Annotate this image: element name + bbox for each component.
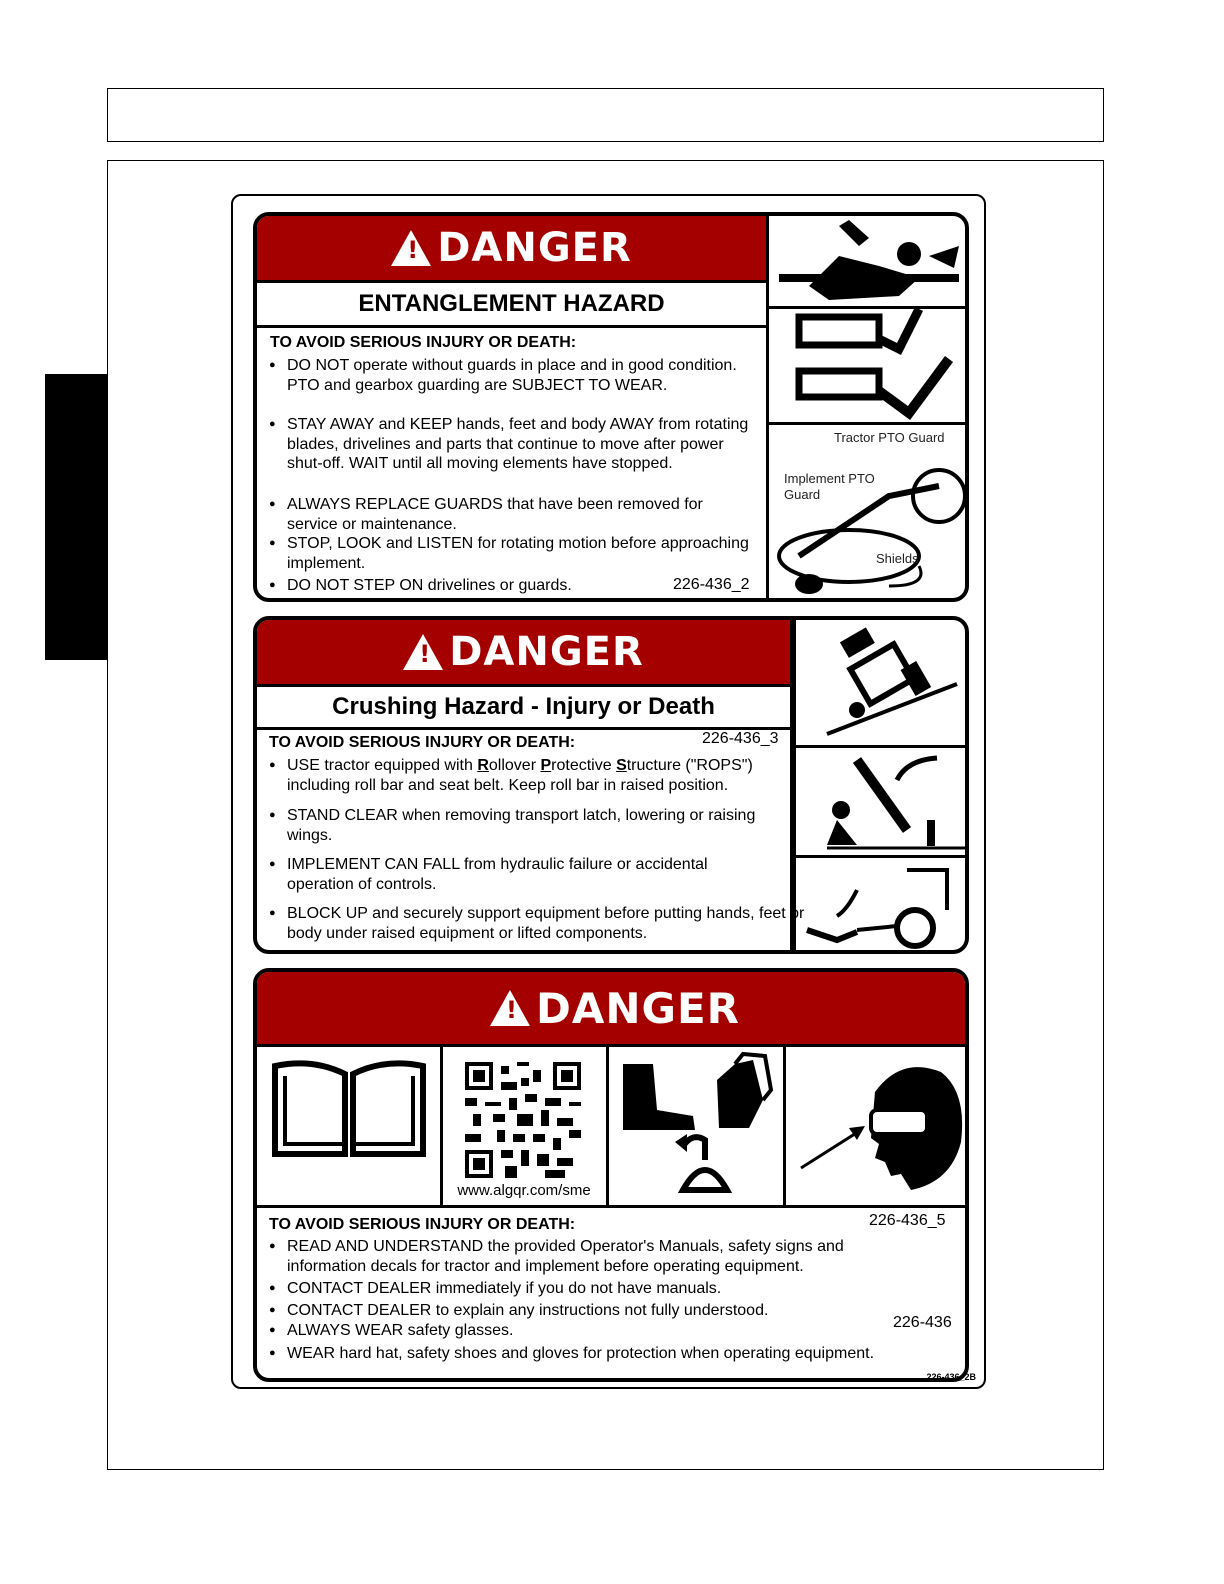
bullet-3: ● IMPLEMENT CAN FALL from hydraulic failure or accidental operation of controls. bbox=[269, 855, 777, 894]
falling-wing-pictogram-icon bbox=[797, 750, 969, 852]
bullet-3: ● CONTACT DEALER to explain any instructions not fully understood. bbox=[269, 1301, 907, 1321]
warning-triangle-icon: ! bbox=[403, 634, 443, 670]
bullet-1: ● READ AND UNDERSTAND the provided Operator's Manuals, safety signs and information decals for tractor and implement before operating equipment. bbox=[269, 1237, 927, 1276]
block-up-pictogram-icon bbox=[797, 860, 969, 954]
danger-header bbox=[257, 972, 969, 1044]
bullet-4: ● BLOCK UP and securely support equipment before putting hands, feet or body under raised equipment or lifted components. bbox=[269, 904, 807, 943]
bullet-4: ● STOP, LOOK and LISTEN for rotating motion before approaching implement. bbox=[269, 534, 757, 573]
label-tractor-guard: Tractor PTO Guard bbox=[834, 430, 945, 445]
footer-code: 226-436_2B bbox=[926, 1372, 976, 1382]
pto-guards-diagram-icon bbox=[769, 426, 969, 602]
decal-code-2: 226-436 bbox=[893, 1314, 952, 1331]
warning-triangle-icon: ! bbox=[391, 230, 431, 266]
page-header-box bbox=[107, 88, 1104, 142]
danger-label: DANGER bbox=[535, 983, 741, 1033]
boots-gloves-hardhat-icon bbox=[613, 1050, 779, 1202]
bullet-4: ● ALWAYS WEAR safety glasses. bbox=[269, 1321, 847, 1341]
qr-url: www.algqr.com/sme bbox=[457, 1182, 591, 1199]
decal-code: 226-436_5 bbox=[869, 1212, 946, 1229]
entanglement-pictogram-icon bbox=[769, 216, 969, 306]
danger-header bbox=[257, 216, 766, 280]
bullet-5: ● DO NOT STEP ON drivelines or guards. bbox=[269, 576, 657, 596]
avoid-heading: TO AVOID SERIOUS INJURY OR DEATH: bbox=[269, 1216, 576, 1233]
bullet-5: ● WEAR hard hat, safety shoes and gloves for protection when operating equipment. bbox=[269, 1344, 969, 1364]
warning-triangle-icon: ! bbox=[490, 990, 530, 1026]
avoid-heading: TO AVOID SERIOUS INJURY OR DEATH: bbox=[269, 734, 576, 751]
bullet-2: ● CONTACT DEALER immediately if you do not have manuals. bbox=[269, 1279, 907, 1299]
entanglement-panel bbox=[253, 212, 969, 602]
hazard-title: Crushing Hazard - Injury or Death bbox=[257, 684, 790, 730]
avoid-heading: TO AVOID SERIOUS INJURY OR DEATH: bbox=[270, 334, 577, 351]
bullet-2: ● STAY AWAY and KEEP hands, feet and body AWAY from rotating blades, drivelines and parts that continue to move after power shut-off. WAIT until all moving elements have stopped. bbox=[269, 415, 757, 474]
bullet-2: ● STAND CLEAR when removing transport latch, lowering or raising wings. bbox=[269, 806, 777, 845]
bullet-1: ● USE tractor equipped with Rollover Protective Structure ("ROPS") including roll bar and seat belt. Keep roll bar in raised position. bbox=[269, 756, 807, 795]
general-safety-panel bbox=[253, 968, 969, 1382]
guard-check-icon bbox=[769, 309, 969, 421]
danger-header bbox=[257, 620, 790, 684]
safety-decal bbox=[231, 194, 986, 1389]
bullet-3: ● ALWAYS REPLACE GUARDS that have been removed for service or maintenance. bbox=[269, 495, 757, 534]
label-implement-guard-2: Guard bbox=[784, 487, 821, 502]
label-shields: Shields bbox=[876, 551, 919, 566]
safety-glasses-icon bbox=[791, 1052, 967, 1200]
section-tab bbox=[45, 374, 108, 660]
bullet-1: ● DO NOT operate without guards in place and in good condition. PTO and gearbox guarding are SUBJECT TO WEAR. bbox=[269, 356, 757, 395]
label-implement-guard: Implement PTO bbox=[784, 471, 875, 486]
qr-code-icon bbox=[465, 1062, 581, 1178]
crushing-panel bbox=[253, 616, 969, 954]
decal-code: 226-436_2 bbox=[673, 576, 750, 593]
danger-label: DANGER bbox=[449, 629, 644, 675]
rollover-pictogram-icon bbox=[797, 624, 969, 742]
decal-code: 226-436_3 bbox=[702, 730, 779, 747]
danger-label: DANGER bbox=[437, 225, 632, 271]
hazard-title: ENTANGLEMENT HAZARD bbox=[257, 280, 766, 328]
operator-manual-icon bbox=[269, 1056, 429, 1166]
